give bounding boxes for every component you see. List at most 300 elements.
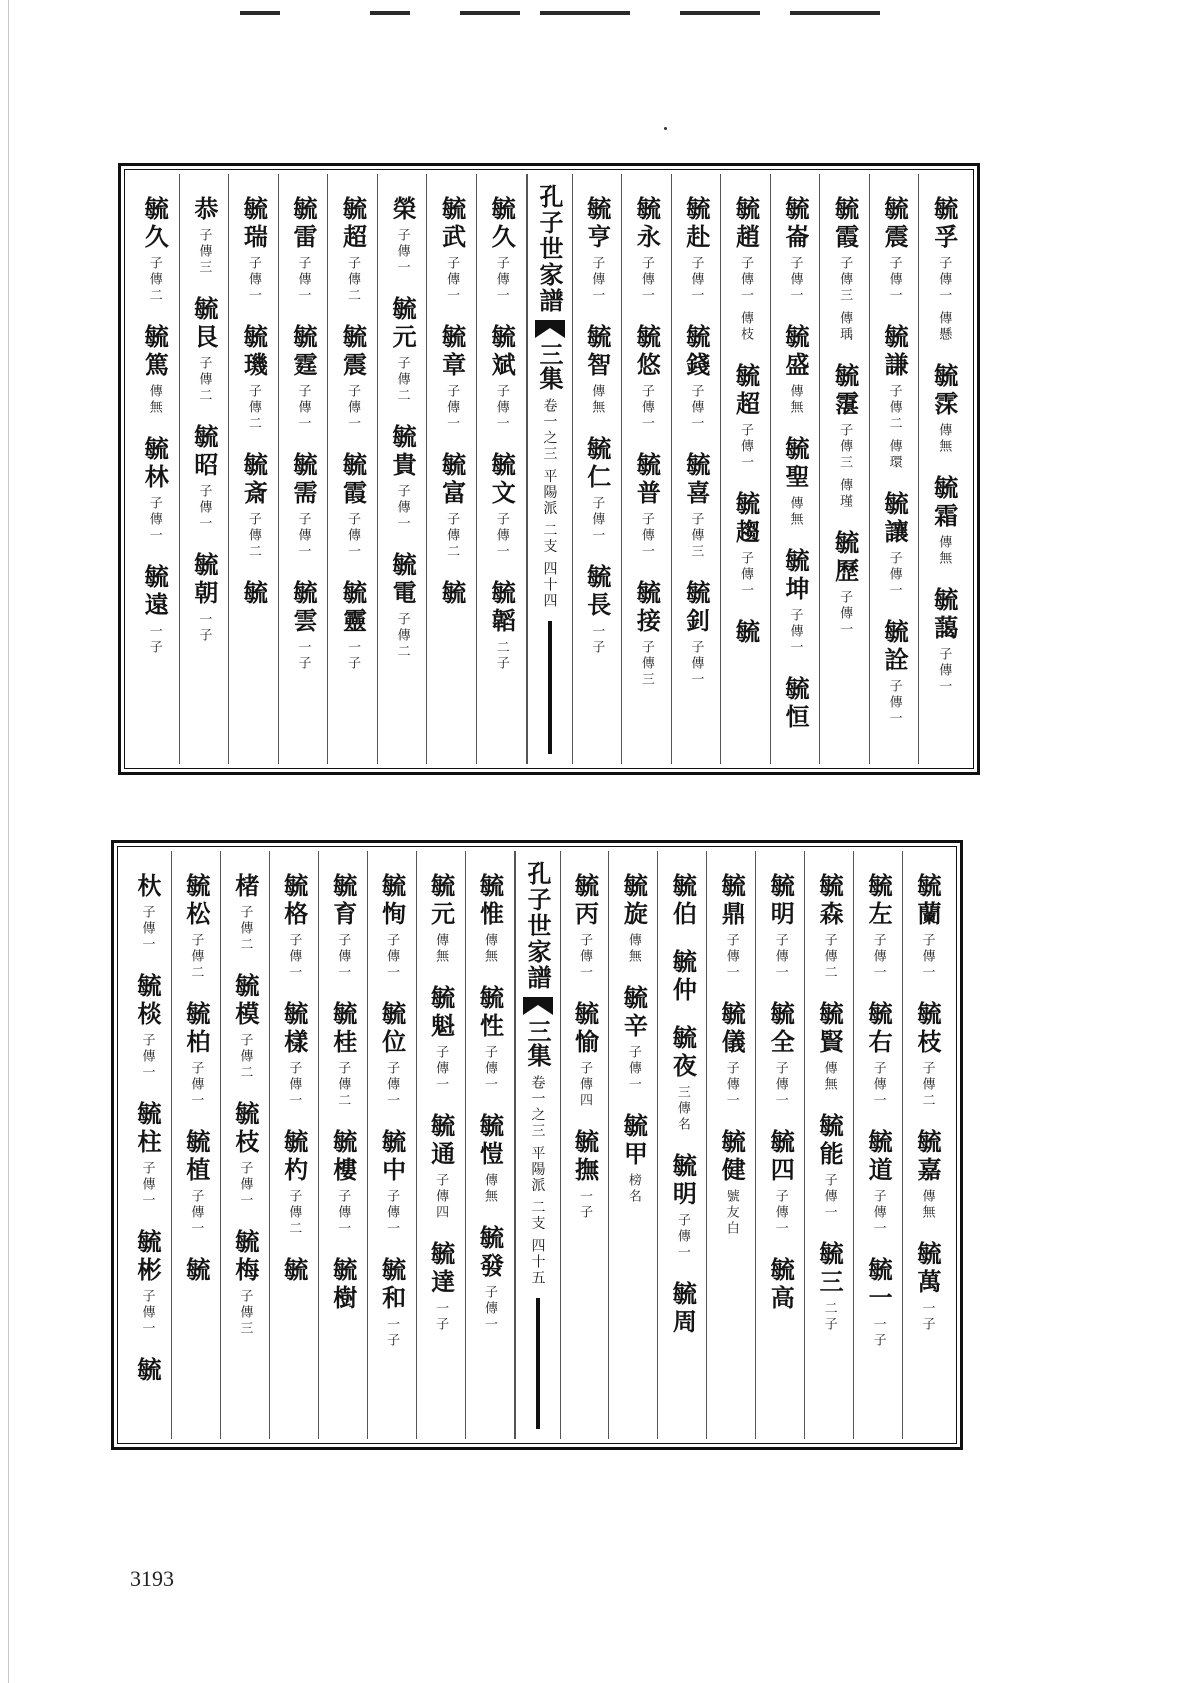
genealogy-entry <box>879 491 909 599</box>
annotation-note: 子傳一 <box>919 933 935 981</box>
genealogy-entry <box>730 196 760 343</box>
annotation-note: 傳無 <box>919 1189 935 1221</box>
annotation-note: 子傳二 <box>146 256 162 304</box>
person-name: 毓明 <box>668 1153 698 1209</box>
genealogy-entry <box>475 873 505 965</box>
person-name: 毓 <box>132 1357 162 1385</box>
annotation-note: 子傳一 <box>188 1061 204 1109</box>
genealogy-entry <box>929 363 959 455</box>
genealogy-entry <box>730 619 760 647</box>
genealogy-entry <box>912 873 942 981</box>
annotation-note: 子傳一 <box>837 590 853 639</box>
person-name: 毓蘭 <box>913 873 943 929</box>
person-name: 毓夜 <box>668 1025 698 1081</box>
person-name: 毓梅 <box>230 1229 260 1285</box>
person-name: 毓中 <box>377 1129 407 1185</box>
person-name: 毓能 <box>815 1113 845 1169</box>
annotation-note: 子傳一 <box>394 484 410 532</box>
genealogy-entry <box>338 580 368 672</box>
annotation-note: 子傳二 <box>245 384 261 432</box>
genealogy-column <box>172 851 221 1439</box>
person-name: 毓讓 <box>880 491 910 548</box>
genealogy-entry <box>338 452 368 560</box>
genealogy-entry <box>667 1153 697 1261</box>
genealogy-entry <box>437 196 467 304</box>
annotation-note: 子傳一 <box>772 1189 788 1237</box>
person-name: 毓富 <box>437 452 467 508</box>
annotation-note: 子傳四 <box>433 1173 449 1221</box>
person-name: 毓霜 <box>929 475 959 532</box>
person-name: 毓辛 <box>619 985 649 1041</box>
genealogy-entry <box>189 296 219 404</box>
annotation-note: 子傳一 <box>886 256 902 304</box>
genealogy-column <box>658 851 707 1439</box>
annotation-note: 子傳一 <box>384 1061 400 1109</box>
genealogy-entry <box>181 873 211 981</box>
genealogy-entry <box>618 1113 648 1205</box>
genealogy-entry <box>437 580 467 608</box>
annotation-note: 子傳一 <box>870 933 886 981</box>
genealogy-entry <box>387 552 417 660</box>
person-name: 毓篤 <box>140 324 170 380</box>
person-name: 毓霆 <box>288 324 318 380</box>
annotation-note: 子傳一 <box>345 384 361 432</box>
annotation-note: 子傳二 <box>821 933 837 981</box>
person-name: 毓雷 <box>288 196 318 252</box>
person-name: 毓需 <box>288 452 318 508</box>
person-name: 毓久 <box>487 196 517 252</box>
person-name: 毓雲 <box>288 580 318 636</box>
genealogy-entry <box>716 873 746 981</box>
genealogy-entry <box>238 580 268 608</box>
genealogy-entry <box>631 580 661 688</box>
annotation-note: 子傳一 <box>688 640 704 688</box>
genealogy-entry <box>132 1357 162 1385</box>
annotation-note: 子傳一 <box>576 933 592 981</box>
person-name: 毓高 <box>766 1257 796 1313</box>
annotation-note: 子傳一 <box>772 1061 788 1109</box>
genealogy-entry <box>328 1257 358 1313</box>
annotation-note: 子傳一 <box>493 512 509 560</box>
genealogy-entry <box>667 873 697 929</box>
genealogy-column <box>573 174 623 764</box>
genealogy-entry <box>681 324 711 432</box>
genealogy-entry <box>328 1129 358 1237</box>
genealogy-entry <box>879 196 909 304</box>
person-name: 毓植 <box>181 1129 211 1185</box>
genealogy-entry <box>814 873 844 981</box>
person-name: 毓電 <box>388 552 418 608</box>
genealogy-entry <box>426 1113 456 1221</box>
center-heading-column <box>515 851 561 1439</box>
annotation-note: 一子 <box>384 1317 400 1349</box>
volume-detail: 卷一之三 平陽派 二支 四十五 <box>529 1075 546 1287</box>
top-print-residue <box>240 6 940 20</box>
genealogy-entry <box>863 1001 893 1109</box>
genealogy-entry <box>288 580 318 672</box>
person-name: 毓松 <box>181 873 211 929</box>
genealogy-entry <box>279 1001 309 1109</box>
person-name: 毓詮 <box>880 619 910 676</box>
person-name: 毓柱 <box>132 1101 162 1157</box>
genealogy-column <box>707 851 756 1439</box>
annotation-note: 子傳二 <box>188 933 204 981</box>
person-name: 毓愉 <box>570 1001 600 1057</box>
genealogy-entry <box>238 196 268 304</box>
genealogy-entry <box>814 1113 844 1221</box>
annotation-note: 子傳一 <box>139 1161 155 1209</box>
genealogy-entry <box>486 452 516 560</box>
genealogy-column <box>672 174 722 764</box>
genealogy-entry <box>475 1225 505 1333</box>
genealogy-column <box>466 851 515 1439</box>
person-name: 毓育 <box>328 873 358 929</box>
annotation-note: 子傳一 <box>688 256 704 304</box>
column-grid <box>123 851 951 1439</box>
genealogy-entry <box>377 873 407 981</box>
annotation-note: 子傳一 <box>444 256 460 304</box>
person-name: 毓遠 <box>140 564 170 620</box>
genealogy-entry <box>582 196 612 304</box>
page-number: 3193 <box>130 1566 174 1591</box>
person-name: 毓謙 <box>880 324 910 380</box>
person-name: 毓璣 <box>239 324 269 380</box>
genealogy-column <box>622 174 672 764</box>
person-name: 毓一 <box>864 1257 894 1313</box>
annotation-note: 傳無 <box>787 496 803 528</box>
genealogy-entry <box>830 530 860 638</box>
genealogy-entry <box>631 452 661 560</box>
person-name: 毓儀 <box>717 1001 747 1057</box>
person-name: 杕 <box>132 873 162 901</box>
center-heading-column <box>527 174 573 764</box>
genealogy-entry <box>377 1129 407 1237</box>
annotation-note: 子傳一 <box>674 1213 690 1261</box>
person-name: 毓鼎 <box>717 873 747 929</box>
genealogy-entry <box>181 1129 211 1237</box>
annotation-note: 子傳一 <box>384 933 400 981</box>
genealogy-entry <box>780 324 810 416</box>
annotation-note: 子傳四 <box>576 1061 592 1109</box>
person-name: 毓霞 <box>830 196 860 252</box>
person-name: 毓孚 <box>929 196 959 252</box>
panel-inner-border <box>117 846 957 1444</box>
genealogy-entry <box>279 873 309 981</box>
annotation-note: 傳無 <box>936 423 952 456</box>
genealogy-entry <box>426 985 456 1093</box>
genealogy-entry <box>139 196 169 304</box>
collection-label: 三集 <box>523 1019 552 1067</box>
annotation-note: 子傳三 <box>237 1289 253 1337</box>
genealogy-entry <box>230 873 260 953</box>
genealogy-panel <box>118 163 980 775</box>
person-name: 毓通 <box>426 1113 456 1169</box>
genealogy-entry <box>132 1101 162 1209</box>
genealogy-entry <box>230 973 260 1081</box>
person-name: 毓朝 <box>189 552 219 608</box>
person-name: 毓惟 <box>475 873 505 929</box>
person-name: 毓桂 <box>328 1001 358 1057</box>
genealogy-entry <box>667 949 697 1005</box>
person-name: 毓震 <box>338 324 368 380</box>
annotation-note: 子傳一 <box>737 551 753 600</box>
annotation-note: 子傳一 <box>625 1045 641 1093</box>
annotation-note: 子傳一 <box>870 1189 886 1237</box>
annotation-note: 子傳一 <box>139 905 155 953</box>
genealogy-column <box>820 174 870 764</box>
person-name: 毓接 <box>632 580 662 636</box>
annotation-note: 傳無 <box>787 384 803 416</box>
annotation-note: 子傳二 <box>394 356 410 404</box>
binding-line <box>8 0 9 1683</box>
annotation-note: 子傳一 <box>723 933 739 981</box>
genealogy-column <box>229 174 279 764</box>
genealogy-entry <box>426 1241 456 1333</box>
genealogy-entry <box>338 196 368 304</box>
genealogy-entry <box>814 1001 844 1093</box>
annotation-note: 一子 <box>919 1301 935 1333</box>
annotation-note: 二子 <box>493 640 509 672</box>
genealogy-entry <box>780 548 810 656</box>
person-name: 毓元 <box>426 873 456 929</box>
annotation-note: 子傳一 <box>335 1189 351 1237</box>
person-name: 毓文 <box>487 452 517 508</box>
genealogy-column <box>721 174 771 764</box>
annotation-note: 子傳一 傳枝 <box>737 256 753 344</box>
genealogy-entry <box>230 1229 260 1337</box>
annotation-note: 子傳一 <box>737 423 753 472</box>
genealogy-entry <box>181 1257 211 1285</box>
annotation-note: 一子 <box>146 624 162 656</box>
genealogy-column <box>427 174 477 764</box>
annotation-note: 子傳一 <box>295 512 311 560</box>
annotation-note: 子傳一 <box>295 384 311 432</box>
genealogy-column <box>903 851 951 1439</box>
genealogy-column <box>130 174 180 764</box>
person-name: 毓 <box>731 619 761 648</box>
person-name: 毓恂 <box>377 873 407 929</box>
annotation-note: 傳無 <box>482 933 498 965</box>
genealogy-column <box>221 851 270 1439</box>
person-name: 毓昭 <box>189 424 219 480</box>
annotation-note: 子傳一 <box>345 512 361 560</box>
person-name: 毓林 <box>140 436 170 492</box>
annotation-note: 子傳一 <box>493 384 509 432</box>
annotation-note: 子傳一 <box>286 1061 302 1109</box>
person-name: 毓明 <box>766 873 796 929</box>
genealogy-entry <box>929 587 959 695</box>
genealogy-entry <box>618 985 648 1093</box>
person-name: 毓樹 <box>328 1257 358 1313</box>
person-name: 恭 <box>189 196 219 224</box>
genealogy-column <box>270 851 319 1439</box>
genealogy-entry <box>139 436 169 544</box>
genealogy-entry <box>830 196 860 343</box>
genealogy-entry <box>288 196 318 304</box>
annotation-note: 子傳二 <box>345 256 361 304</box>
person-name: 毓永 <box>632 196 662 252</box>
annotation-note: 一子 <box>576 1189 592 1221</box>
person-name: 毓賢 <box>815 1001 845 1057</box>
annotation-note: 子傳二 <box>335 1061 351 1109</box>
person-name: 毓丙 <box>570 873 600 929</box>
person-name: 毓樣 <box>279 1001 309 1057</box>
person-name: 毓艮 <box>189 296 219 352</box>
annotation-note: 子傳二 <box>196 356 212 404</box>
annotation-note: 子傳三 傳瑾 <box>837 423 853 511</box>
genealogy-column <box>328 174 378 764</box>
genealogy-entry <box>486 324 516 432</box>
genealogy-entry <box>569 873 599 981</box>
person-name: 毓三 <box>815 1241 845 1297</box>
annotation-note: 子傳一 <box>196 484 212 532</box>
genealogy-column <box>319 851 368 1439</box>
person-name: 毓四 <box>766 1129 796 1185</box>
annotation-note: 子傳一 <box>787 608 803 656</box>
annotation-note: 一子 <box>345 640 361 672</box>
annotation-note: 子傳三 <box>688 512 704 560</box>
annotation-note: 子傳一 <box>188 1189 204 1237</box>
annotation-note: 子傳一 <box>772 933 788 981</box>
genealogy-entry <box>387 424 417 532</box>
person-name: 毓健 <box>717 1129 747 1185</box>
person-name: 毓瑞 <box>239 196 269 252</box>
person-name: 毓亨 <box>582 196 612 252</box>
person-name: 毓斌 <box>487 324 517 380</box>
center-black-bar <box>536 1298 540 1429</box>
genealogy-entry <box>879 619 909 727</box>
annotation-note: 一子 <box>295 640 311 672</box>
person-name: 毓靈 <box>338 580 368 636</box>
genealogy-column <box>368 851 417 1439</box>
person-name: 毓森 <box>815 873 845 929</box>
person-name: 毓霮 <box>830 363 860 420</box>
person-name: 毓 <box>279 1257 309 1285</box>
genealogy-column <box>919 174 968 764</box>
annotation-note: 子傳一 <box>139 1289 155 1337</box>
person-name: 毓久 <box>140 196 170 252</box>
person-name: 毓趙 <box>731 196 761 252</box>
person-name: 毓喜 <box>681 452 711 508</box>
genealogy-entry <box>132 973 162 1081</box>
genealogy-entry <box>288 452 318 560</box>
genealogy-entry <box>377 1001 407 1109</box>
annotation-note: 子傳一 <box>638 384 654 432</box>
book-title: 孔子世家譜 <box>535 184 564 314</box>
genealogy-entry <box>569 1129 599 1221</box>
annotation-note: 傳無 <box>146 384 162 416</box>
fishtail-mark-icon <box>523 997 553 1015</box>
person-name: 毓崙 <box>781 196 811 252</box>
annotation-note: 一子 <box>433 1301 449 1333</box>
genealogy-entry <box>582 564 612 656</box>
person-name: 毓 <box>437 580 467 608</box>
genealogy-entry <box>582 324 612 416</box>
annotation-note: 子傳一 <box>139 1033 155 1081</box>
genealogy-entry <box>377 1257 407 1349</box>
person-name: 毓普 <box>632 452 662 508</box>
genealogy-entry <box>475 985 505 1093</box>
center-black-bar <box>548 621 552 754</box>
genealogy-entry <box>814 1241 844 1333</box>
annotation-note: 傳無 <box>589 384 605 416</box>
person-name: 毓斎 <box>239 452 269 508</box>
person-name: 毓旋 <box>619 873 649 929</box>
genealogy-entry <box>181 1001 211 1109</box>
genealogy-entry <box>765 1001 795 1109</box>
genealogy-entry <box>569 1001 599 1109</box>
genealogy-entry <box>912 1129 942 1221</box>
genealogy-entry <box>765 873 795 981</box>
annotation-note: 傳無 <box>936 535 952 568</box>
column-grid <box>130 174 968 764</box>
genealogy-entry <box>631 196 661 304</box>
annotation-note: 子傳一 <box>886 551 902 600</box>
genealogy-column <box>870 174 920 764</box>
annotation-note: 傳無 <box>821 1061 837 1093</box>
genealogy-column <box>609 851 658 1439</box>
person-name: 毓武 <box>437 196 467 252</box>
annotation-note: 子傳三 傳瑀 <box>837 256 853 344</box>
genealogy-entry <box>288 324 318 432</box>
annotation-note: 子傳一 <box>688 384 704 432</box>
annotation-note: 子傳一 <box>444 384 460 432</box>
genealogy-entry <box>681 452 711 560</box>
person-name: 楮 <box>230 873 260 901</box>
genealogy-entry <box>387 296 417 404</box>
genealogy-column <box>279 174 329 764</box>
annotation-note: 子傳二 <box>394 612 410 660</box>
annotation-note: 子傳二 傳環 <box>886 384 902 472</box>
genealogy-entry <box>618 873 648 965</box>
genealogy-entry <box>139 324 169 416</box>
person-name: 毓盛 <box>781 324 811 380</box>
person-name: 毓樓 <box>328 1129 358 1185</box>
annotation-note: 子傳一 <box>482 1285 498 1333</box>
annotation-note: 子傳一 <box>589 256 605 304</box>
genealogy-entry <box>879 324 909 471</box>
genealogy-column <box>771 174 821 764</box>
genealogy-column <box>123 851 172 1439</box>
annotation-note: 子傳一 <box>433 1045 449 1093</box>
genealogy-entry <box>338 324 368 432</box>
person-name: 毓位 <box>377 1001 407 1057</box>
annotation-note: 子傳二 <box>245 512 261 560</box>
genealogy-entry <box>582 436 612 544</box>
genealogy-entry <box>667 1281 697 1337</box>
person-name: 毓智 <box>582 324 612 380</box>
person-name: 毓霞 <box>338 452 368 508</box>
genealogy-entry <box>716 1129 746 1237</box>
person-name: 毓震 <box>880 196 910 252</box>
annotation-note: 子傳一 <box>146 496 162 544</box>
person-name: 毓藹 <box>929 587 959 644</box>
genealogy-entry <box>230 1101 260 1209</box>
genealogy-entry <box>863 873 893 981</box>
genealogy-entry <box>631 324 661 432</box>
person-name: 毓彬 <box>132 1229 162 1285</box>
person-name: 毓長 <box>582 564 612 620</box>
genealogy-entry <box>189 424 219 532</box>
genealogy-column <box>561 851 610 1439</box>
person-name: 毓趨 <box>731 491 761 548</box>
annotation-note: 傳無 <box>625 933 641 965</box>
person-name: 毓釗 <box>681 580 711 636</box>
person-name: 毓發 <box>475 1225 505 1281</box>
annotation-note: 一子 <box>589 624 605 656</box>
annotation-note: 一子 <box>870 1317 886 1349</box>
person-name: 毓悠 <box>632 324 662 380</box>
